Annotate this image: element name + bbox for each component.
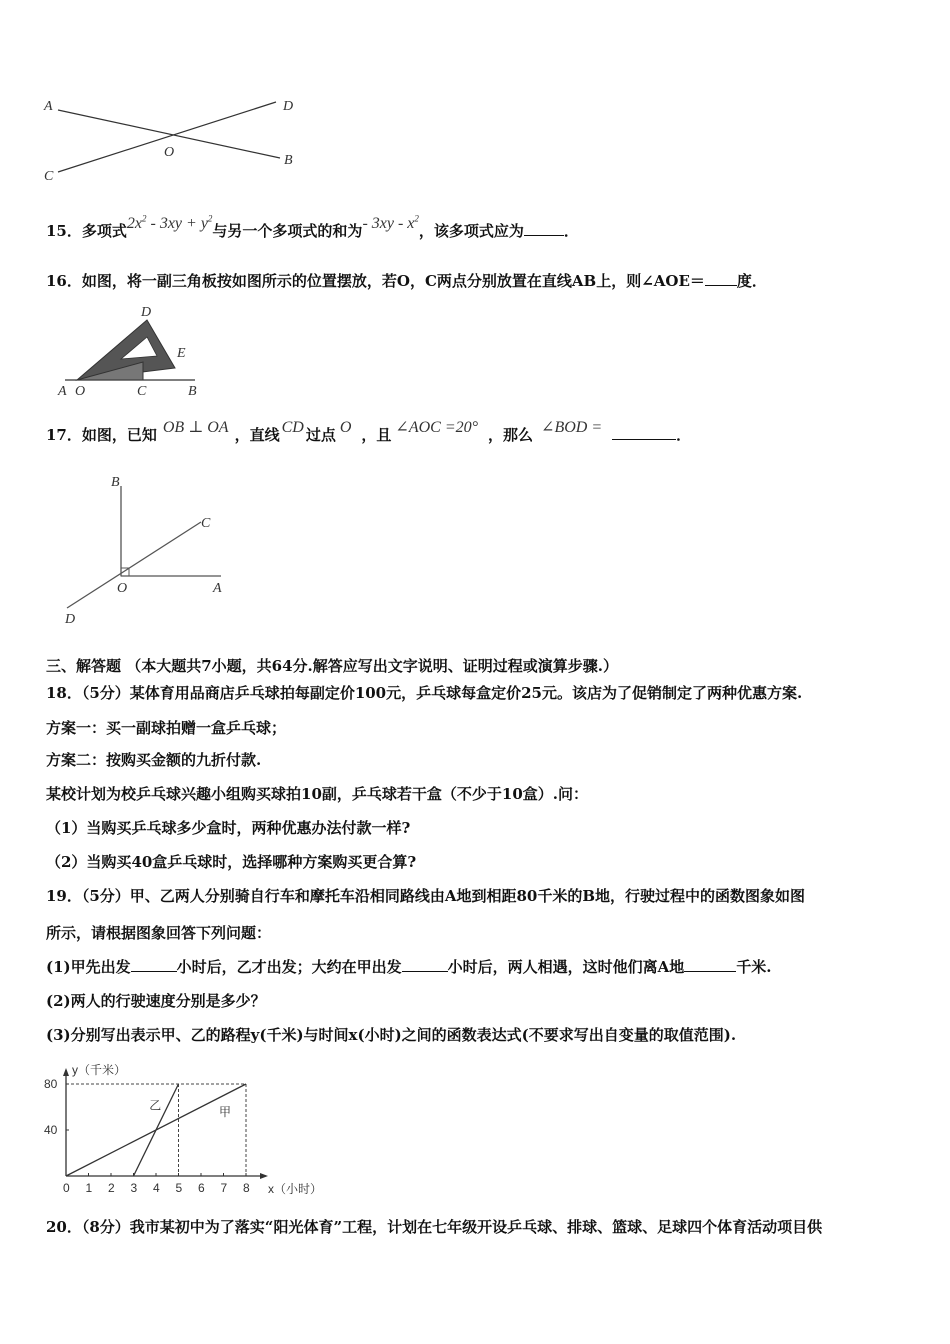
q19-line-3 — [46, 956, 772, 977]
distance-time-chart — [40, 1050, 340, 1205]
x-axis-arrow — [260, 1173, 268, 1179]
q17-t3: ，且 — [361, 426, 392, 444]
q19-l3b: 小时后，乙才出发；大约在甲出发 — [176, 958, 402, 976]
perpendicular-lines-figure — [55, 470, 245, 630]
label-d: D — [141, 305, 152, 320]
y-tick-label: 80 — [44, 1077, 58, 1091]
triangle-rulers-figure — [55, 302, 215, 397]
q15-answer-blank[interactable] — [524, 221, 564, 236]
section-3-heading: 三、解答题 （本大题共7小题，共64分.解答应写出文字说明、证明过程或演算步骤.） — [46, 657, 618, 675]
q17-math-2: CD — [281, 419, 304, 436]
label-b: B — [111, 475, 120, 490]
x-tick-label: 7 — [220, 1181, 228, 1195]
q20-line-1: 20．（8分）我市某初中为了落实“阳光体育”工程，计划在七年级开设乒乓球、排球、篮球、足球四个体育活动项目供 — [46, 1218, 823, 1236]
q17-math-3: O — [339, 419, 352, 436]
label-d: D — [65, 612, 76, 627]
q19-l3d: 千米. — [736, 958, 772, 976]
q15-prefix: 15．多项式 — [46, 222, 127, 240]
line-cd — [67, 522, 201, 608]
x-tick-label: 6 — [198, 1181, 205, 1195]
label-o: O — [117, 581, 128, 596]
q18-line-2: 方案一：买一副球拍赠一盒乒乓球； — [46, 719, 287, 737]
q17-math-1: OB ⊥ OA — [162, 419, 229, 436]
label-c: C — [201, 516, 211, 531]
label-c: C — [44, 169, 54, 184]
q18-line-6: （2）当购买40盒乒乓球时，选择哪种方案购买更合算? — [46, 853, 417, 871]
x-tick-label: 5 — [175, 1181, 183, 1195]
label-c: C — [137, 384, 147, 399]
x-tick-label: 4 — [153, 1181, 160, 1195]
question-15 — [46, 213, 579, 241]
q19-l3c: 小时后，两人相遇，这时他们离A地 — [447, 958, 685, 976]
q19-line-1: 19．（5分）甲、乙两人分别骑自行车和摩托车沿相同路线由A地到相距80千米的B地，行驶过程中的函数图象如图 — [46, 887, 806, 905]
y-tick-label: 40 — [44, 1123, 58, 1137]
q15-middle: 与另一个多项式的和为 — [212, 222, 363, 240]
q17-t4: ，那么 — [488, 426, 534, 444]
q17-t1: ，直线 — [234, 426, 280, 444]
q17-answer-blank[interactable] — [612, 425, 676, 440]
x-tick-label: 2 — [108, 1181, 115, 1195]
q17-end: ． — [676, 426, 692, 444]
label-b: B — [188, 384, 197, 399]
q17-t2: 过点 — [305, 426, 336, 444]
q19-blank-2[interactable] — [402, 957, 448, 972]
q16-end: 度． — [736, 272, 767, 290]
q18-line-4: 某校计划为校乒乓球兴趣小组购买球拍10副，乒乓球若干盒（不少于10盒）.问： — [46, 785, 588, 803]
label-o: O — [75, 384, 86, 399]
question-16 — [46, 270, 767, 291]
x-tick-label: 0 — [63, 1181, 70, 1195]
q18-line-3: 方案二：按购买金额的九折付款. — [46, 751, 262, 769]
x-tick-label: 1 — [85, 1181, 93, 1195]
question-17 — [46, 419, 692, 445]
q16-text: 16．如图，将一副三角板按如图所示的位置摆放，若O，C两点分别放置在直线AB上，则∠AOE＝ — [46, 272, 705, 290]
series-label-jia: 甲 — [219, 1105, 232, 1120]
q19-line-5: (3)分别写出表示甲、乙的路程y(千米)与时间x(小时)之间的函数表达式(不要求写出自变量的取值范围). — [46, 1026, 737, 1044]
label-a: A — [58, 384, 67, 399]
q18-line-1: 18．（5分）某体育用品商店乒乓球拍每副定价100元，乒乓球每盒定价25元。该店为了促销制定了两种优惠方案. — [46, 684, 803, 702]
q15-expr2: - $3xy - x^2$ — [362, 213, 419, 232]
q19-line-2: 所示，请根据图象回答下列问题： — [46, 924, 272, 942]
q15-end: ． — [563, 222, 579, 240]
q18-line-5: （1）当购买乒乓球多少盒时，两种优惠办法付款一样? — [46, 819, 411, 837]
x-tick-label: 8 — [243, 1181, 250, 1195]
label-b: B — [284, 153, 293, 168]
x-axis-label: x（小时） — [268, 1182, 323, 1196]
q19-blank-1[interactable] — [131, 957, 177, 972]
q15-expr1: $2x^2 - 3xy + y^2$ — [126, 213, 213, 232]
series-label-yi: 乙 — [149, 1098, 162, 1113]
q17-math-4: ∠AOC =20° — [395, 419, 479, 436]
q15-suffix: ，该多项式应为 — [418, 222, 524, 240]
line-cd — [58, 102, 276, 172]
label-e: E — [177, 346, 186, 361]
q19-blank-3[interactable] — [684, 957, 736, 972]
label-a: A — [213, 581, 222, 596]
y-axis-arrow — [63, 1068, 69, 1076]
y-axis-label: y（千米） — [72, 1063, 127, 1077]
intersecting-lines-figure — [40, 92, 310, 192]
q19-line-4: (2)两人的行驶速度分别是多少？ — [46, 992, 266, 1010]
q19-l3a: (1)甲先出发 — [46, 958, 131, 976]
label-d: D — [283, 99, 294, 114]
x-tick-label: 3 — [130, 1181, 138, 1195]
q17-prefix: 17．如图，已知 — [46, 426, 157, 444]
label-a: A — [44, 99, 53, 114]
label-o: O — [164, 145, 175, 160]
q16-answer-blank[interactable] — [705, 271, 737, 286]
q17-math-5: ∠BOD = — [541, 419, 603, 436]
